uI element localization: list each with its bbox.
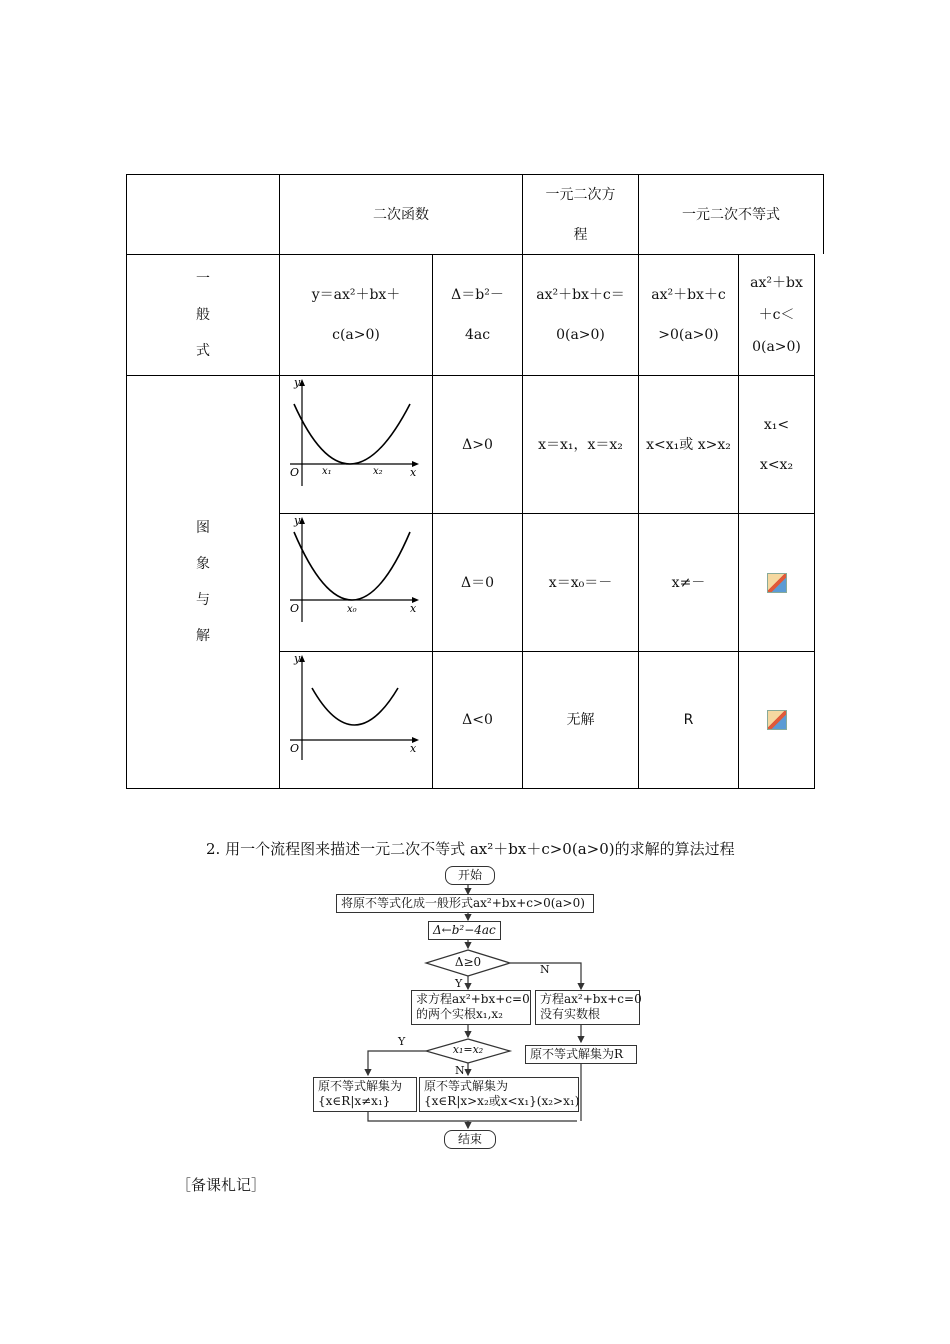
- general-discriminant: Δ＝b²－ 4ac: [451, 287, 504, 343]
- svg-text:x: x: [410, 602, 417, 615]
- flowchart-yes2-label: Y: [398, 1035, 406, 1048]
- flowchart-solve-roots: 求方程ax²+bx+c=0 的两个实根x₁,x₂: [411, 990, 531, 1025]
- flowchart-solution-distinct-roots: 原不等式解集为 {x∈R|x>x₂或x<x₁}(x₂>x₁): [419, 1077, 579, 1112]
- flowchart-start: 开始: [445, 866, 495, 885]
- graph-solution-label: 图 象 与 解: [196, 520, 210, 644]
- general-inequality-gt: ax²＋bx＋c >0(a>0): [651, 287, 726, 343]
- lesson-notes-label: ［备课札记］: [176, 1176, 267, 1194]
- svg-text:x₀: x₀: [347, 604, 357, 615]
- svg-text:y: y: [294, 652, 301, 665]
- flowchart-decision-delta: Δ≥0: [454, 955, 482, 969]
- header-quadratic-equation: 一元二次方 程: [545, 186, 616, 243]
- row3-delta: Δ<0: [462, 712, 493, 728]
- svg-text:O: O: [290, 742, 300, 755]
- row2-equation-solution: x＝x₀＝－: [548, 574, 613, 591]
- svg-text:x₂: x₂: [373, 466, 383, 477]
- svg-text:x₁: x₁: [322, 466, 332, 477]
- flowchart-yes1-label: Y: [455, 977, 463, 990]
- svg-text:x: x: [410, 742, 417, 755]
- flowchart-discriminant-step: Δ←b²−4ac: [428, 921, 501, 940]
- flowchart-solution-all-reals: 原不等式解集为R: [525, 1045, 637, 1064]
- general-function: y＝ax²＋bx＋ c(a>0): [311, 287, 401, 343]
- row1-lt-solution: x₁< x<x₂: [759, 416, 794, 473]
- flowchart-no1-label: N: [540, 963, 550, 976]
- general-inequality-lt: ax²＋bx ＋c＜ 0(a>0): [750, 275, 803, 355]
- broken-image-icon: [767, 710, 787, 730]
- flowchart-no2-label: N: [455, 1064, 465, 1077]
- row2-gt-solution: x≠－: [671, 574, 706, 591]
- row1-equation-solution: x＝x₁，x＝x₂: [538, 436, 623, 453]
- row3-equation-solution: 无解: [566, 712, 595, 728]
- svg-text:y: y: [294, 376, 301, 389]
- flowchart-end: 结束: [444, 1130, 496, 1149]
- graph-one-root: [280, 514, 420, 648]
- flowchart-solution-equal-roots: 原不等式解集为 {x∈R|x≠x₁}: [313, 1077, 417, 1112]
- row1-delta: Δ>0: [462, 436, 493, 453]
- svg-text:O: O: [290, 602, 300, 615]
- flowchart-caption: 2. 用一个流程图来描述一元二次不等式 ax²＋bx＋c>0(a>0)的求解的算法过程: [206, 840, 735, 858]
- svg-text:x: x: [410, 466, 417, 479]
- svg-text:y: y: [294, 514, 301, 527]
- general-form-label: 一 般 式: [196, 271, 210, 359]
- header-quadratic-inequality: 一元二次不等式: [682, 206, 780, 223]
- flowchart-normalize-step: 将原不等式化成一般形式ax²+bx+c>0(a>0): [336, 894, 594, 913]
- general-equation: ax²＋bx＋c＝ 0(a>0): [536, 287, 625, 343]
- flowchart-no-real-roots: 方程ax²+bx+c=0 没有实数根: [535, 990, 640, 1025]
- row3-gt-solution: R: [683, 712, 694, 728]
- svg-text:O: O: [290, 466, 300, 479]
- row3-lt-solution: [739, 652, 814, 788]
- row2-lt-solution: [739, 514, 814, 651]
- header-quadratic-function: 二次函数: [373, 206, 429, 223]
- flowchart-decision-equal-roots: x₁=x₂: [452, 1043, 484, 1056]
- row2-delta: Δ＝0: [460, 574, 495, 591]
- graph-no-root: [280, 652, 420, 786]
- row1-gt-solution: x<x₁或 x>x₂: [646, 436, 731, 453]
- broken-image-icon: [767, 573, 787, 593]
- graph-two-roots: [280, 376, 420, 510]
